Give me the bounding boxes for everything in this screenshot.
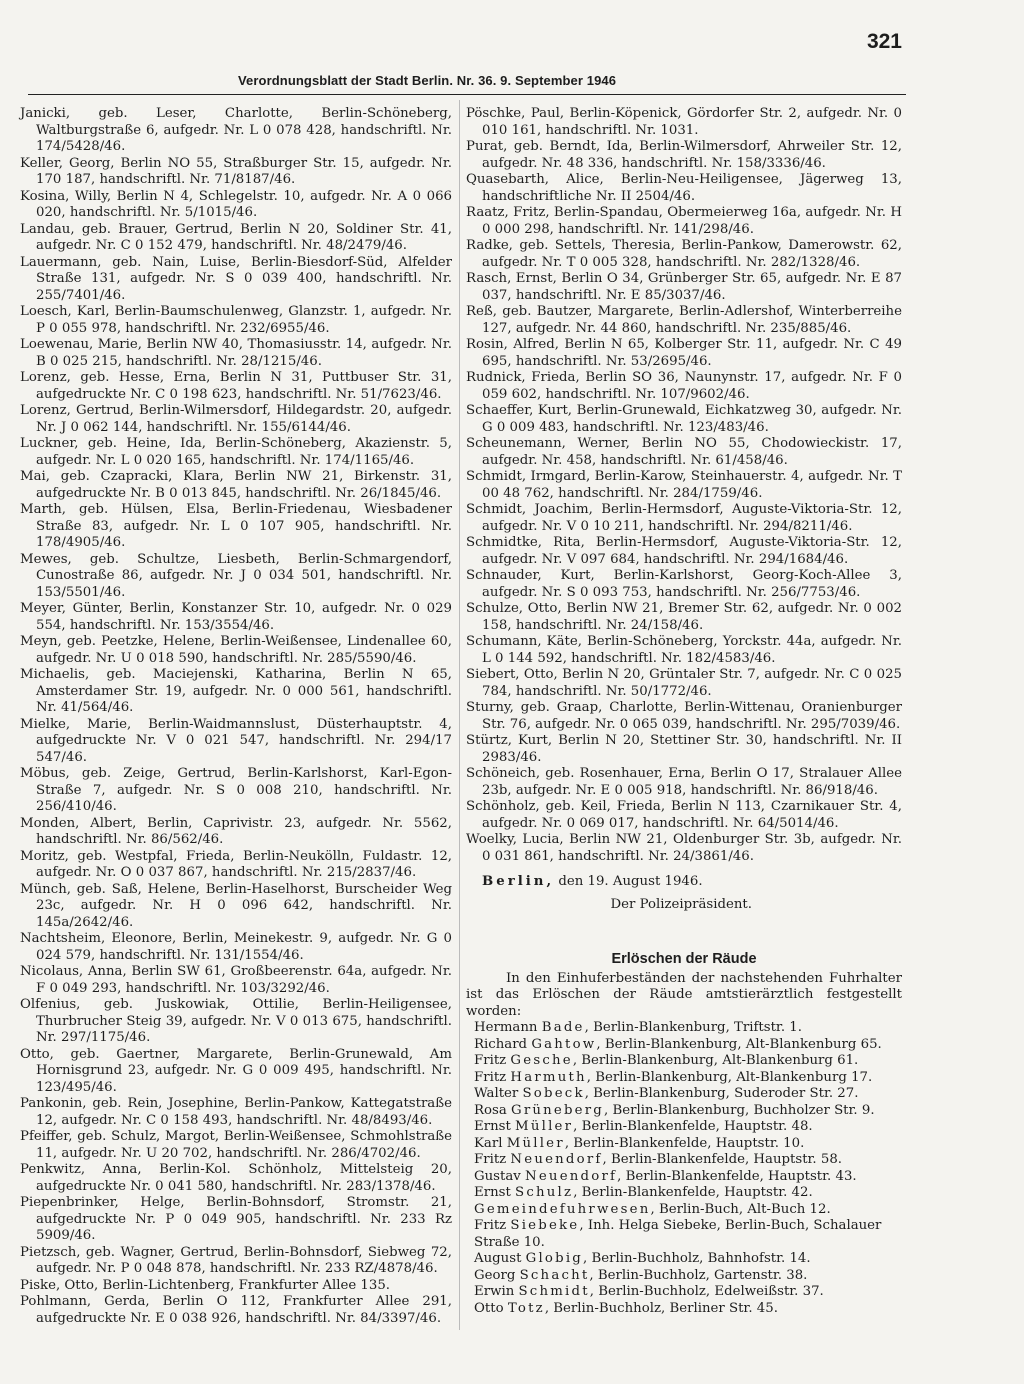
list-item: Schmidt, Irmgard, Berlin-Karow, Steinhauerstr. 4, aufgedr. Nr. T 00 48 762, handschriftl. Nr. 284/1759/46. — [466, 469, 902, 501]
raeude-surname: Neuendorf — [510, 1152, 603, 1167]
raeude-surname: Müller — [506, 1135, 565, 1151]
list-item: Loewenau, Marie, Berlin NW 40, Thomasiusstr. 14, aufgedr. Nr. B 0 025 215, handschriftl. Nr. 28/1215/46. — [20, 337, 452, 369]
list-item: Schulze, Otto, Berlin NW 21, Bremer Str. 62, aufgedr. Nr. 0 002 158, handschriftl. Nr. 24/158/46. — [466, 601, 902, 633]
list-item: Penkwitz, Anna, Berlin-Kol. Schönholz, Mittelsteig 20, aufgedruckte Nr. 0 041 580, handschriftl. Nr. 283/1378/46. — [20, 1162, 452, 1194]
raeude-address: , Berlin-Blankenfelde, Hauptstr. 48. — [573, 1119, 813, 1134]
raeude-first-name: Gustav — [474, 1168, 526, 1184]
raeude-address: , Berlin-Blankenburg, Alt-Blankenburg 17. — [586, 1069, 873, 1085]
list-item: Olfenius, geb. Juskowiak, Ottilie, Berlin-Heiligensee, Thurbrucher Steig 39, aufgedr. Nr. V 0 013 675, handschriftl. Nr. 297/1175/46. — [20, 997, 452, 1045]
raeude-item — [474, 1218, 902, 1251]
raeude-surname: Bade — [541, 1020, 585, 1035]
raeude-surname: Siebeke — [510, 1218, 580, 1233]
raeude-address: , Berlin-Blankenburg, Buchholzer Str. 9. — [604, 1102, 875, 1118]
raeude-surname: Grüneberg — [511, 1102, 605, 1118]
list-item: Lorenz, geb. Hesse, Erna, Berlin N 31, Puttbuser Str. 31, aufgedruckte Nr. C 0 198 623, handschriftl. Nr. 51/7623/46. — [20, 370, 452, 402]
list-item: Rudnick, Frieda, Berlin SO 36, Naunynstr. 17, aufgedr. Nr. F 0 059 602, handschriftl. Nr. 107/9602/46. — [466, 370, 902, 402]
list-item: Luckner, geb. Heine, Ida, Berlin-Schöneberg, Akazienstr. 5, aufgedr. Nr. L 0 020 165, handschriftl. Nr. 174/1165/46. — [20, 436, 452, 468]
list-item: Pietzsch, geb. Wagner, Gertrud, Berlin-Bohnsdorf, Siebweg 72, aufgedr. Nr. P 0 048 878, handschriftl. Nr. 233 RZ/4878/46. — [20, 1244, 452, 1276]
raeude-address: , Berlin-Blankenfelde, Hauptstr. 43. — [617, 1168, 857, 1184]
list-item: Schnauder, Kurt, Berlin-Karlshorst, Georg-Koch-Allee 3, aufgedr. Nr. S 0 093 753, handschriftl. Nr. 256/7753/46. — [466, 568, 902, 600]
raeude-surname: Müller — [515, 1119, 574, 1134]
list-item: Quasebarth, Alice, Berlin-Neu-Heiligensee, Jägerweg 13, handschriftliche Nr. II 2504/46. — [466, 172, 902, 204]
raeude-address: , Berlin-Buchholz, Bahnhofstr. 14. — [583, 1251, 811, 1266]
raeude-list — [466, 1020, 902, 1317]
list-item: Sturny, geb. Graap, Charlotte, Berlin-Wittenau, Oranienburger Str. 76, aufgedr. Nr. 0 065 039, handschriftl. Nr. 295/7039/46. — [466, 700, 902, 732]
raeude-surname: Gemeindefuhrwesen — [474, 1201, 651, 1217]
list-item: Marth, geb. Hülsen, Elsa, Berlin-Friedenau, Wiesbadener Straße 83, aufgedr. Nr. L 0 107 905, handschriftl. Nr. 178/4905/46. — [20, 502, 452, 550]
list-item: Meyer, Günter, Berlin, Konstanzer Str. 10, aufgedr. Nr. 0 029 554, handschriftl. Nr. 153/3554/46. — [20, 601, 452, 633]
section-title: Erlöschen der Räude — [611, 951, 757, 967]
raeude-surname: Schmidt — [518, 1284, 590, 1299]
raeude-item — [474, 1169, 902, 1186]
list-item: Lorenz, Gertrud, Berlin-Wilmersdorf, Hildegardstr. 20, aufgedr. Nr. J 0 062 144, handschriftl. Nr. 155/6144/46. — [20, 403, 452, 435]
raeude-surname: Globig — [525, 1251, 583, 1266]
list-item: Rosin, Alfred, Berlin N 65, Kolberger Str. 11, aufgedr. Nr. C 49 695, handschriftl. Nr. 53/2695/46. — [466, 337, 902, 369]
raeude-first-name: Fritz — [474, 1053, 511, 1068]
raeude-item — [474, 1284, 902, 1301]
list-item: Pohlmann, Gerda, Berlin O 112, Frankfurter Allee 291, aufgedruckte Nr. E 0 038 926, handschriftl. Nr. 84/3397/46. — [20, 1294, 452, 1326]
raeude-first-name: Erwin — [474, 1284, 519, 1299]
raeude-address: , Berlin-Blankenburg, Triftstr. 1. — [584, 1020, 802, 1035]
list-item: Raatz, Fritz, Berlin-Spandau, Obermeierweg 16a, aufgedr. Nr. H 0 000 298, handschriftl. Nr. 141/298/46. — [466, 205, 902, 237]
raeude-surname: Schulz — [515, 1185, 574, 1200]
raeude-surname: Harmuth — [510, 1069, 587, 1085]
raeude-first-name: Walter — [474, 1086, 523, 1101]
raeude-item — [474, 1268, 902, 1285]
section-intro: In den Einhuferbeständen der nachstehenden Fuhrhalter ist das Erlöschen der Räude amtstierärztlich festgestellt worden: — [466, 970, 902, 1019]
list-item: Janicki, geb. Leser, Charlotte, Berlin-Schöneberg, Waltburgstraße 6, aufgedr. Nr. L 0 078 428, handschriftl. Nr. 174/5428/46. — [20, 106, 452, 154]
list-item: Purat, geb. Berndt, Ida, Berlin-Wilmersdorf, Ahrweiler Str. 12, aufgedr. Nr. 48 336, handschriftl. Nr. 158/3336/46. — [466, 139, 902, 171]
list-item: Kosina, Willy, Berlin N 4, Schlegelstr. 10, aufgedr. Nr. A 0 066 020, handschriftl. Nr. 5/1015/46. — [20, 188, 452, 220]
list-item: Piske, Otto, Berlin-Lichtenberg, Frankfurter Allee 135. — [20, 1277, 391, 1293]
raeude-address: , Berlin-Blankenfelde, Hauptstr. 58. — [602, 1152, 843, 1167]
list-item: Reß, geb. Bautzer, Margarete, Berlin-Adlershof, Winterberreihe 127, aufgedr. Nr. 44 860, handschriftl. Nr. 235/885/46. — [466, 304, 902, 336]
raeude-first-name: Otto — [474, 1300, 508, 1316]
raeude-first-name: Ernst — [474, 1119, 516, 1134]
raeude-address: , Berlin-Buchholz, Berliner Str. 45. — [544, 1300, 778, 1316]
page-number: 321 — [866, 30, 902, 53]
raeude-address: , Berlin-Blankenfelde, Hauptstr. 10. — [564, 1135, 805, 1151]
raeude-first-name: Rosa — [474, 1102, 511, 1118]
list-item: Nachtsheim, Eleonore, Berlin, Meinekestr. 9, aufgedr. Nr. G 0 024 579, handschriftl. Nr. 131/1554/46. — [20, 931, 452, 963]
list-item: Michaelis, geb. Maciejenski, Katharina, Berlin N 65, Amsterdamer Str. 19, aufgedr. Nr. 0 000 561, handschriftl. Nr. 41/564/46. — [20, 667, 452, 715]
raeude-item — [474, 1152, 902, 1169]
list-item: Schmidtke, Rita, Berlin-Hermsdorf, Auguste-Viktoria-Str. 12, aufgedr. Nr. V 097 684, handschriftl. Nr. 294/1684/46. — [466, 535, 902, 567]
raeude-address: , Berlin-Blankenburg, Alt-Blankenburg 65. — [596, 1036, 882, 1052]
header-rule — [28, 94, 906, 95]
list-item: Schumann, Käte, Berlin-Schöneberg, Yorckstr. 44a, aufgedr. Nr. L 0 144 592, handschriftl. Nr. 182/4583/46. — [466, 634, 902, 666]
raeude-item — [474, 1301, 902, 1318]
list-item: Mielke, Marie, Berlin-Waidmannslust, Düsterhauptstr. 4, aufgedruckte Nr. V 0 021 547, handschriftl. Nr. 294/17 547/46. — [20, 716, 452, 765]
list-item: Lauermann, geb. Nain, Luise, Berlin-Biesdorf-Süd, Alfelder Straße 131, aufgedr. Nr. S 0 039 400, handschriftl. Nr. 255/7401/46. — [20, 254, 452, 303]
list-item: Monden, Albert, Berlin, Caprivistr. 23, aufgedr. Nr. 5562, handschriftl. Nr. 86/562/46. — [20, 815, 452, 847]
raeude-surname: Totz — [507, 1300, 545, 1316]
list-item: Rasch, Ernst, Berlin O 34, Grünberger Str. 65, aufgedr. Nr. E 87 037, handschriftl. Nr. E 85/3037/46. — [466, 271, 902, 303]
raeude-address: , Berlin-Blankenburg, Alt-Blankenburg 61. — [572, 1053, 859, 1068]
raeude-first-name: August — [474, 1251, 526, 1266]
dateline-city: Berlin, — [482, 874, 555, 889]
raeude-address: , Berlin-Buch, Alt-Buch 12. — [650, 1201, 831, 1217]
raeude-first-name: Richard — [474, 1036, 532, 1052]
list-item: Pöschke, Paul, Berlin-Köpenick, Gördorfer Str. 2, aufgedr. Nr. 0 010 161, handschriftl. Nr. 1031. — [466, 106, 902, 138]
list-item: Schöneich, geb. Rosenhauer, Erna, Berlin O 17, Stralauer Allee 23b, aufgedr. Nr. E 0 005 918, handschriftl. Nr. 86/918/46. — [466, 766, 902, 798]
raeude-first-name: Fritz — [474, 1069, 511, 1085]
list-item: Stürtz, Kurt, Berlin N 20, Stettiner Str. 30, handschriftl. Nr. II 2983/46. — [466, 733, 902, 765]
list-item: Radke, geb. Settels, Theresia, Berlin-Pankow, Damerowstr. 62, aufgedr. Nr. T 0 005 328, handschriftl. Nr. 282/1328/46. — [466, 238, 902, 270]
list-item: Loesch, Karl, Berlin-Baumschulenweg, Glanzstr. 1, aufgedr. Nr. P 0 055 978, handschriftl. Nr. 232/6955/46. — [20, 304, 452, 336]
list-item: Mewes, geb. Schultze, Liesbeth, Berlin-Schmargendorf, Cunostraße 86, aufgedr. Nr. J 0 034 501, handschriftl. Nr. 153/5501/46. — [20, 551, 452, 600]
raeude-address: , Berlin-Buchholz, Gartenstr. 38. — [589, 1267, 808, 1283]
list-item: Piepenbrinker, Helge, Berlin-Bohnsdorf, Stromstr. 21, aufgedruckte Nr. P 0 049 905, handschriftl. Nr. 233 Rz 5909/46. — [20, 1195, 452, 1243]
raeude-first-name: Karl — [474, 1135, 507, 1151]
list-item: Keller, Georg, Berlin NO 55, Straßburger Str. 15, aufgedr. Nr. 170 187, handschriftl. Nr. 71/8187/46. — [20, 155, 452, 187]
list-item: Landau, geb. Brauer, Gertrud, Berlin N 20, Soldiner Str. 41, aufgedr. Nr. C 0 152 479, handschriftl. Nr. 48/2479/46. — [20, 221, 452, 253]
raeude-item — [474, 1037, 902, 1054]
raeude-address: , Berlin-Blankenfelde, Hauptstr. 42. — [573, 1185, 813, 1200]
dateline-date: den 19. August 1946. — [554, 874, 703, 889]
list-item: Schmidt, Joachim, Berlin-Hermsdorf, Auguste-Viktoria-Str. 12, aufgedr. Nr. V 0 10 211, handschriftl. Nr. 294/8211/46. — [466, 502, 902, 534]
raeude-first-name: Ernst — [474, 1185, 516, 1200]
raeude-first-name: Hermann — [474, 1020, 542, 1035]
raeude-address: , Inh. Helga Siebeke, Berlin-Buch, Schalauer Straße 10. — [474, 1218, 882, 1250]
signer: Der Polizeipräsident. — [610, 896, 752, 912]
raeude-item — [474, 1053, 902, 1070]
raeude-surname: Gahtow — [531, 1036, 597, 1052]
left-column — [20, 106, 452, 1327]
list-item: Möbus, geb. Zeige, Gertrud, Berlin-Karlshorst, Karl-Egon-Straße 7, aufgedr. Nr. S 0 008 210, handschriftl. Nr. 256/410/46. — [20, 766, 452, 814]
raeude-first-name: Fritz — [474, 1152, 511, 1167]
raeude-item — [474, 1070, 902, 1087]
raeude-item — [474, 1136, 902, 1153]
page-header: Verordnungsblatt der Stadt Berlin. Nr. 36. 9. September 1946 — [238, 73, 617, 88]
right-column — [466, 106, 902, 1317]
raeude-surname: Sobeck — [522, 1086, 585, 1101]
raeude-address: , Berlin-Blankenburg, Suderoder Str. 27. — [584, 1086, 859, 1101]
raeude-surname: Neuendorf — [525, 1168, 618, 1184]
right-entry-list — [466, 106, 902, 865]
list-item: Nicolaus, Anna, Berlin SW 61, Großbeerenstr. 64a, aufgedr. Nr. F 0 049 293, handschriftl. Nr. 103/3292/46. — [20, 964, 452, 996]
raeude-first-name: Fritz — [474, 1218, 511, 1233]
raeude-address: , Berlin-Buchholz, Edelweißstr. 37. — [589, 1284, 824, 1299]
list-item: Münch, geb. Saß, Helene, Berlin-Haselhorst, Burscheider Weg 23c, aufgedr. Nr. H 0 096 642, handschriftl. Nr. 145a/2642/46. — [20, 881, 452, 930]
list-item: Meyn, geb. Peetzke, Helene, Berlin-Weißensee, Lindenallee 60, aufgedr. Nr. U 0 018 590, handschriftl. Nr. 285/5590/46. — [20, 634, 452, 666]
raeude-item — [474, 1251, 902, 1268]
column-separator — [459, 100, 460, 1330]
list-item: Scheunemann, Werner, Berlin NO 55, Chodowieckistr. 17, aufgedr. Nr. 458, handschriftl. Nr. 61/458/46. — [466, 436, 902, 468]
raeude-first-name: Georg — [474, 1267, 520, 1283]
raeude-item — [474, 1202, 902, 1219]
list-item: Schönholz, geb. Keil, Frieda, Berlin N 113, Czarnikauer Str. 4, aufgedr. Nr. 0 069 017, handschriftl. Nr. 64/5014/46. — [466, 799, 902, 831]
list-item: Moritz, geb. Westpfal, Frieda, Berlin-Neukölln, Fuldastr. 12, aufgedr. Nr. O 0 037 867, handschriftl. Nr. 215/2837/46. — [20, 848, 452, 880]
raeude-surname: Gesche — [510, 1053, 573, 1068]
list-item: Schaeffer, Kurt, Berlin-Grunewald, Eichkatzweg 30, aufgedr. Nr. G 0 009 483, handschriftl. Nr. 123/483/46. — [466, 403, 902, 435]
list-item: Otto, geb. Gaertner, Margarete, Berlin-Grunewald, Am Hornisgrund 23, aufgedr. Nr. G 0 009 495, handschriftl. Nr. 123/495/46. — [20, 1046, 452, 1095]
raeude-item — [474, 1119, 902, 1136]
raeude-item — [474, 1086, 902, 1103]
raeude-surname: Schacht — [519, 1267, 590, 1283]
list-item: Woelky, Lucia, Berlin NW 21, Oldenburger Str. 3b, aufgedr. Nr. 0 031 861, handschriftl. Nr. 24/3861/46. — [466, 832, 902, 864]
list-item: Pankonin, geb. Rein, Josephine, Berlin-Pankow, Kattegatstraße 12, aufgedr. Nr. C 0 158 493, handschriftl. Nr. 48/8493/46. — [20, 1096, 452, 1128]
list-item: Siebert, Otto, Berlin N 20, Grüntaler Str. 7, aufgedr. Nr. C 0 025 784, handschriftl. Nr. 50/1772/46. — [466, 667, 902, 699]
raeude-item — [474, 1020, 902, 1037]
dateline — [466, 874, 902, 891]
list-item: Mai, geb. Czapracki, Klara, Berlin NW 21, Birkenstr. 31, aufgedruckte Nr. B 0 013 845, handschriftl. Nr. 26/1845/46. — [20, 469, 452, 501]
raeude-item — [474, 1103, 902, 1120]
raeude-item — [474, 1185, 902, 1202]
list-item: Pfeiffer, geb. Schulz, Margot, Berlin-Weißensee, Schmohlstraße 11, aufgedr. Nr. U 20 702, handschriftl. Nr. 286/4702/46. — [20, 1129, 452, 1161]
